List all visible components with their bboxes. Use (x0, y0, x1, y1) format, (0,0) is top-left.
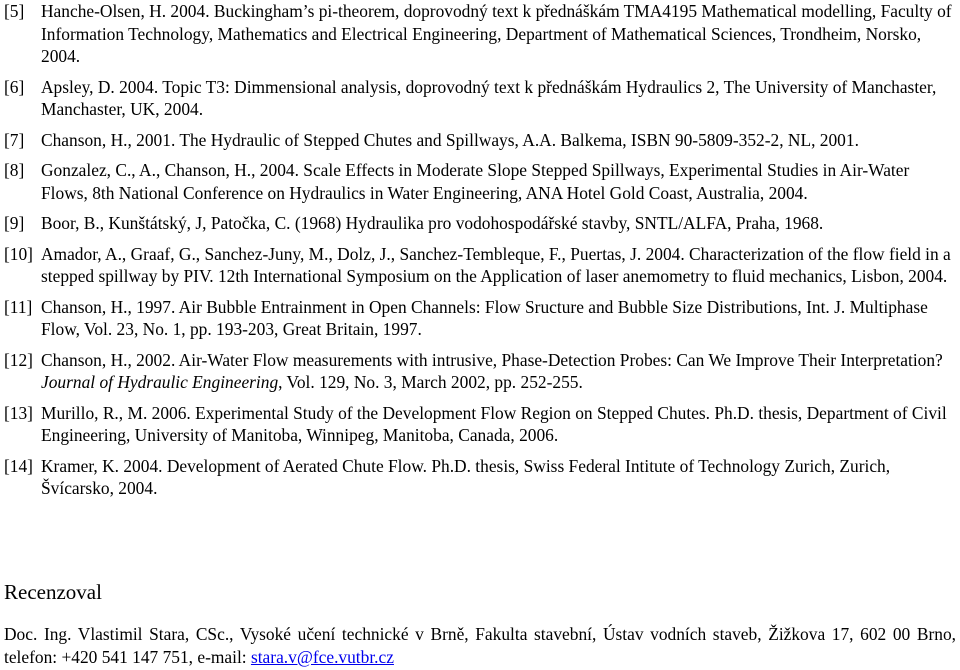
reference-item (4, 0, 956, 68)
reference-text-part: Chanson, H., 2002. Air-Water Flow measurements with intrusive, Phase-Detection Probes: Can We Improve Their Interpretation? (41, 349, 943, 370)
reviewer-details: Doc. Ing. Vlastimil Stara, CSc., Vysoké učení technické v Brně, Fakulta stavební, Ústav vodních staveb, Žižkova 17, 602 00 Brno, telefon: +420 541 147 751, e-mail: (4, 624, 956, 667)
reference-text (41, 76, 956, 121)
reference-number: [7] (4, 129, 25, 150)
reference-text (41, 159, 956, 204)
reference-text-part: Amador, A., Graaf, G., Sanchez-Juny, M., Dolz, J., Sanchez-Tembleque, F., Puertas, J. 2004. Characterization of the flow field in a stepped spillway by PIV. 12th International Symposium on the Application of laser anemometry to fluid mechanics, Lisbon, 2004. (41, 243, 951, 286)
reference-number: [13] (4, 402, 33, 423)
reference-item (4, 455, 956, 500)
reference-item (4, 402, 956, 447)
reference-number: [5] (4, 1, 25, 21)
reference-text-part: , Vol. 129, No. 3, March 2002, pp. 252-255. (278, 372, 583, 392)
reference-item (4, 76, 956, 121)
reference-text (41, 296, 956, 341)
reference-number: [10] (4, 243, 33, 264)
reference-list (4, 0, 956, 508)
reference-number: [8] (4, 160, 25, 180)
reference-text-part: Gonzalez, C., A., Chanson, H., 2004. Scale Effects in Moderate Slope Stepped Spillways, Experimental Studies in Air-Water Flows, 8th National Conference on Hydraulics in Water Engineering, ANA Hotel Gold Coast, Australia, 2004. (41, 160, 910, 203)
reference-text (41, 129, 956, 152)
reference-text-part: Boor, B., Kunštátský, J, Patočka, C. (1968) Hydraulika pro vodohospodářské stavby, SNTL/ALFA, Praha, 1968. (41, 213, 824, 233)
reference-number: [9] (4, 213, 25, 233)
reference-text-part: Chanson, H., 1997. Air Bubble Entrainment in Open Channels: Flow Sructure and Bubble Size Distributions, Int. J. Multiphase Flow, Vol. 23, No. 1, pp. 193-203, Great Britain, 1997. (41, 296, 928, 339)
reference-text (41, 349, 956, 394)
reference-number: [14] (4, 455, 33, 476)
reference-text-part: Murillo, R., M. 2006. Experimental Study of the Development Flow Region on Stepped Chutes. Ph.D. thesis, Department of Civil Engineering, University of Manitoba, Winnipeg, Manitoba, Canada, 2006. (41, 402, 947, 445)
reference-text (41, 212, 956, 235)
reference-text-part: Apsley, D. 2004. Topic T3: Dimmensional analysis, doprovodný text k přednáškám Hydraulics 2, The University of Manchaster, Manchaster, UK, 2004. (41, 76, 937, 119)
reference-text (41, 402, 956, 447)
reviewer-heading: Recenzoval (4, 580, 102, 604)
reference-text (41, 455, 956, 500)
reference-item (4, 159, 956, 204)
reference-text (41, 243, 956, 288)
journal-title: Journal of Hydraulic Engineering (41, 372, 279, 392)
reviewer-email-link[interactable]: stara.v@fce.vutbr.cz (250, 646, 394, 667)
reviewer-info (4, 623, 956, 668)
reference-number: [12] (4, 349, 33, 370)
reference-item (4, 349, 956, 394)
reference-item (4, 296, 956, 341)
reference-text-part: Chanson, H., 2001. The Hydraulic of Stepped Chutes and Spillways, A.A. Balkema, ISBN 90-5809-352-2, NL, 2001. (41, 129, 859, 150)
reference-item (4, 243, 956, 288)
reference-text-part: Kramer, K. 2004. Development of Aerated Chute Flow. Ph.D. thesis, Swiss Federal Intitute of Technology Zurich, Zurich, Švícarsko, 2004. (41, 455, 891, 498)
reference-item (4, 212, 956, 235)
reference-text (41, 0, 956, 68)
reference-item (4, 129, 956, 152)
reference-text-part: Hanche-Olsen, H. 2004. Buckingham’s pi-theorem, doprovodný text k přednáškám TMA4195 Mathematical modelling, Faculty of Information Technology, Mathematics and Electrical Engineering, Department of Mathematical Sciences, Trondheim, Norsko, 2004. (41, 1, 952, 66)
reference-number: [11] (4, 296, 33, 317)
reference-number: [6] (4, 76, 25, 97)
